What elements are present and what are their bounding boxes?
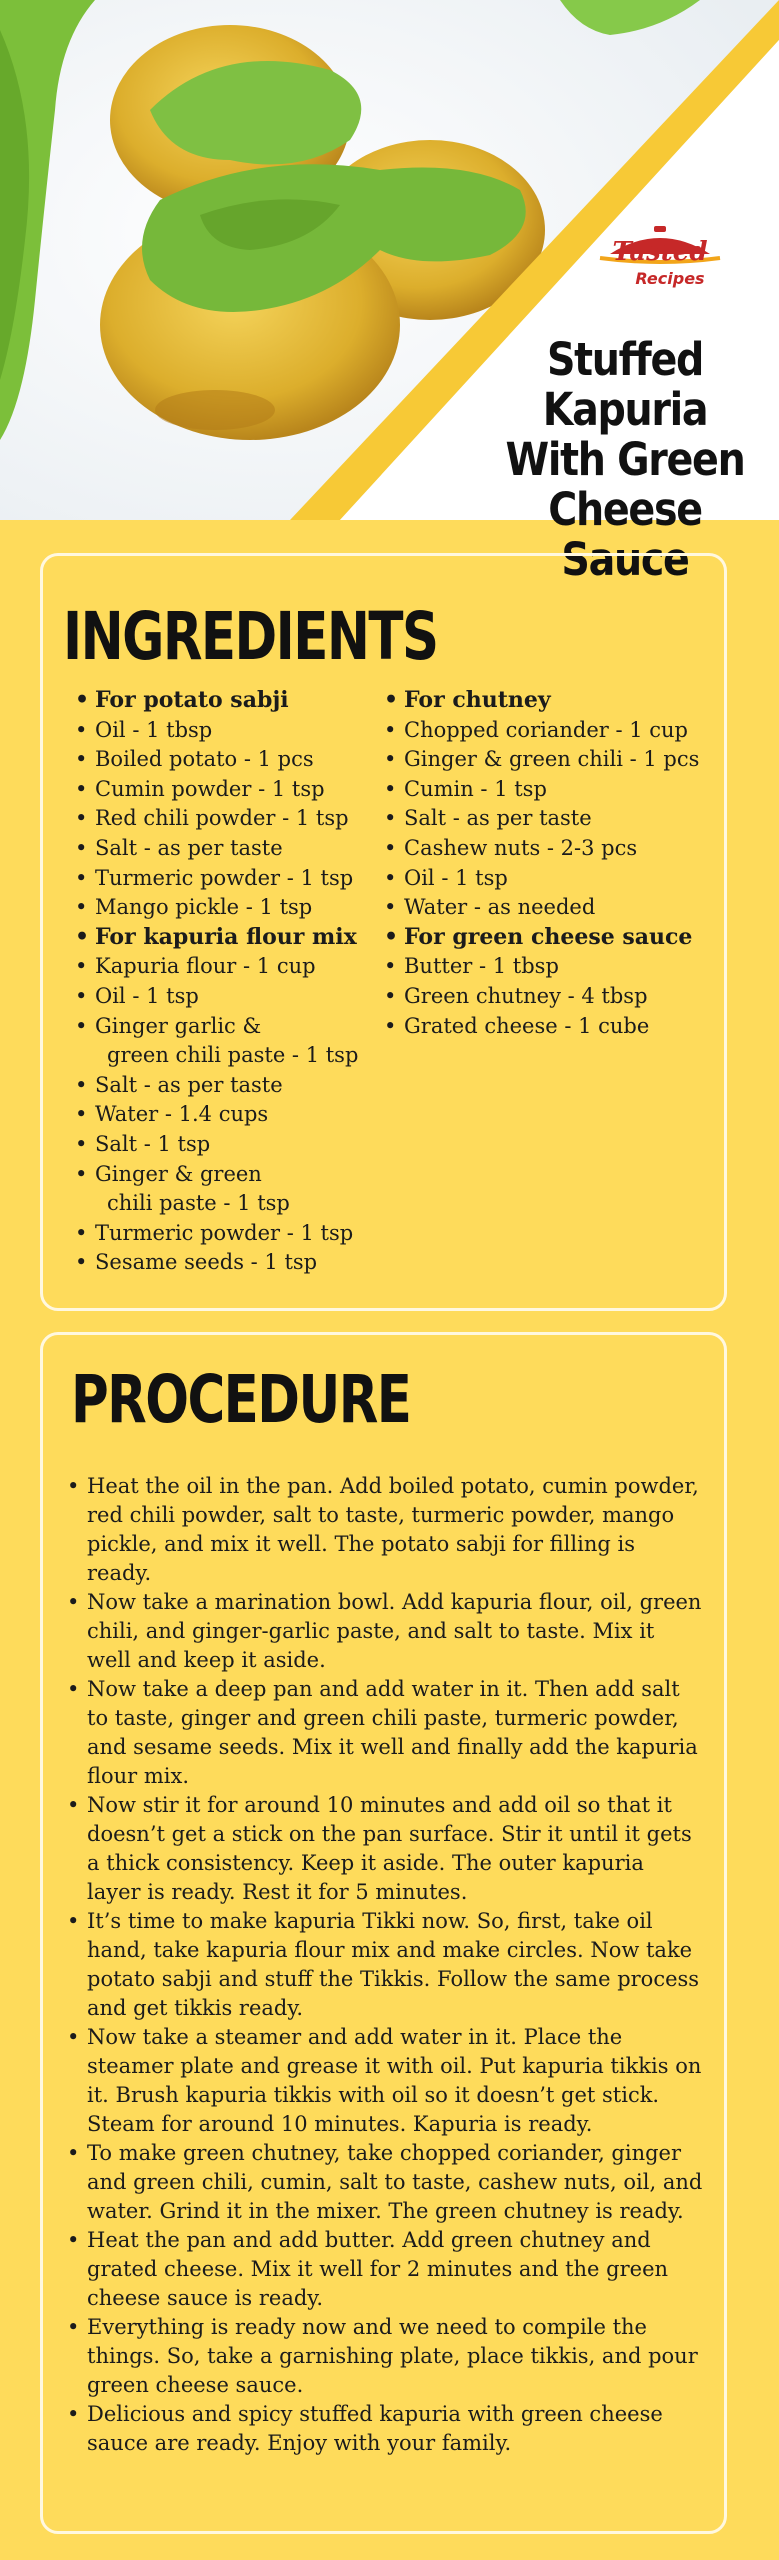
ingredient-item: • Grated cheese - 1 cube	[380, 1012, 710, 1042]
ingredients-right-list	[380, 686, 710, 1041]
ingredient-section-header: • For green cheese sauce	[380, 923, 710, 953]
ingredient-item: • Water - as needed	[380, 893, 710, 923]
ingredient-item: • Ginger & green	[71, 1160, 416, 1190]
procedure-step: • Everything is ready now and we need to compile the things. So, take a garnishing plate, place tikkis, and pour green cheese sauce.	[63, 2313, 703, 2400]
ingredient-item: • Turmeric powder - 1 tsp	[71, 1219, 416, 1249]
ingredient-item: • Kapuria flour - 1 cup	[71, 952, 416, 982]
procedure-step: • To make green chutney, take chopped coriander, ginger and green chili, cumin, salt to taste, cashew nuts, oil, and water. Grind it in the mixer. The green chutney is ready.	[63, 2139, 703, 2226]
ingredient-section-header: • For chutney	[380, 686, 710, 716]
logo-text-recipes: Recipes	[635, 269, 705, 288]
ingredient-item: • Cumin - 1 tsp	[380, 775, 710, 805]
procedure-step: • It’s time to make kapuria Tikki now. So, first, take oil hand, take kapuria flour mix and make circles. Now take potato sabji and stuff the Tikkis. Follow the same process and get tikkis ready.	[63, 1907, 703, 2023]
ingredient-item: • Turmeric powder - 1 tsp	[71, 864, 416, 894]
ingredients-heading: INGREDIENTS	[63, 598, 438, 675]
ingredient-item: chili paste - 1 tsp	[107, 1191, 290, 1216]
ingredient-item: • Mango pickle - 1 tsp	[71, 893, 416, 923]
ingredient-item: • Oil - 1 tbsp	[71, 716, 416, 746]
ingredients-card	[40, 553, 727, 1311]
ingredient-item: • Green chutney - 4 tbsp	[380, 982, 710, 1012]
procedure-step: • Now take a steamer and add water in it. Place the steamer plate and grease it with oil. Put kapuria tikkis on it. Brush kapuria tikkis with oil so it doesn’t get stick. Steam for around 10 minutes. Kapuria is ready.	[63, 2023, 703, 2139]
procedure-heading: PROCEDURE	[71, 1361, 411, 1438]
ingredient-item: • Boiled potato - 1 pcs	[71, 745, 416, 775]
procedure-step: • Delicious and spicy stuffed kapuria with green cheese sauce are ready. Enjoy with your family.	[63, 2400, 703, 2458]
ingredient-item: • Water - 1.4 cups	[71, 1100, 416, 1130]
procedure-step: • Now stir it for around 10 minutes and add oil so that it doesn’t get a stick on the pan surface. Stir it until it gets a thick consistency. Keep it aside. The outer kapuria layer is ready. Rest it for 5 minutes.	[63, 1791, 703, 1907]
procedure-step: • Now take a deep pan and add water in it. Then add salt to taste, ginger and green chili paste, turmeric powder, and sesame seeds. Mix it well and finally add the kapuria flour mix.	[63, 1675, 703, 1791]
procedure-step: • Heat the pan and add butter. Add green chutney and grated cheese. Mix it well for 2 minutes and the green cheese sauce is ready.	[63, 2226, 703, 2313]
ingredient-item: • Ginger garlic &	[71, 1012, 416, 1042]
title-line: Stuffed Kapuria	[542, 333, 708, 436]
procedure-step: • Now take a marination bowl. Add kapuria flour, oil, green chili, and ginger-garlic paste, and salt to taste. Mix it well and keep it aside.	[63, 1588, 703, 1675]
ingredient-item: • Butter - 1 tbsp	[380, 952, 710, 982]
ingredient-item: • Sesame seeds - 1 tsp	[71, 1248, 416, 1278]
ingredient-item: • Chopped coriander - 1 cup	[380, 716, 710, 746]
recipe-title	[497, 335, 752, 585]
logo-text-tasted: Tasted	[612, 237, 708, 267]
ingredient-item: • Salt - as per taste	[380, 804, 710, 834]
ingredient-item: • Cumin powder - 1 tsp	[71, 775, 416, 805]
ingredient-section-header: • For potato sabji	[71, 686, 416, 716]
ingredient-item: • Oil - 1 tsp	[71, 982, 416, 1012]
ingredient-item: • Cashew nuts - 2-3 pcs	[380, 834, 710, 864]
ingredient-section-header: • For kapuria flour mix	[71, 923, 416, 953]
ingredient-item: • Oil - 1 tsp	[380, 864, 710, 894]
title-line: With Green	[505, 433, 745, 486]
ingredient-item: • Red chili powder - 1 tsp	[71, 804, 416, 834]
ingredient-item: • Ginger & green chili - 1 pcs	[380, 745, 710, 775]
hero-banner	[0, 0, 779, 586]
procedure-steps-list	[63, 1472, 703, 2458]
ingredient-item: • Salt - as per taste	[71, 1071, 416, 1101]
ingredient-item: • Salt - as per taste	[71, 834, 416, 864]
ingredients-left-list	[71, 686, 416, 1278]
procedure-step: • Heat the oil in the pan. Add boiled potato, cumin powder, red chili powder, salt to taste, turmeric powder, mango pickle, and mix it well. The potato sabji for filling is ready.	[63, 1472, 703, 1588]
tasted-recipes-logo	[590, 220, 730, 300]
ingredient-item: • Salt - 1 tsp	[71, 1130, 416, 1160]
ingredient-item: green chili paste - 1 tsp	[107, 1043, 359, 1068]
title-line: Cheese Sauce	[548, 483, 702, 586]
procedure-card	[40, 1332, 727, 2534]
